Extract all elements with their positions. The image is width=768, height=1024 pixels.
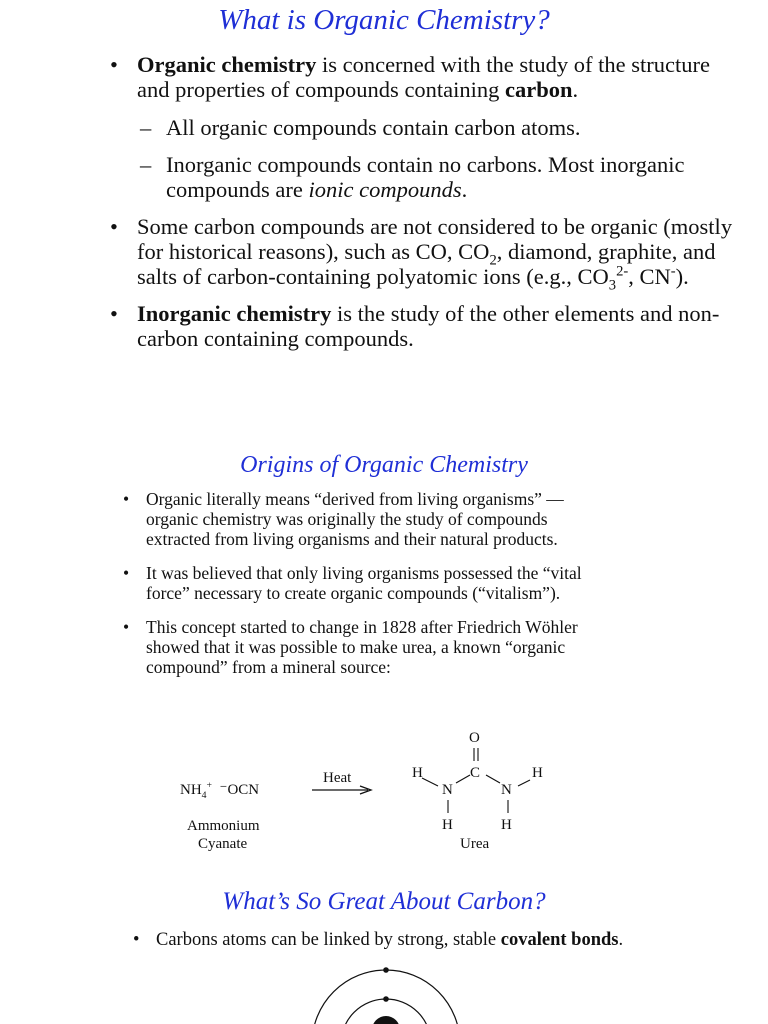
- atom-carbon: C: [470, 765, 481, 781]
- atom-nitrogen: N: [442, 782, 453, 798]
- origins-list: [122, 489, 602, 691]
- list-item-organic-meaning: • Organic literally means “derived from living organisms” — organic chemistry was originally the study of compounds extracted from living organisms and their natural products.: [122, 489, 602, 549]
- arrow-label-heat: Heat: [323, 770, 352, 786]
- atom-hydrogen: H: [442, 817, 453, 833]
- term-inorganic-chemistry: Inorganic chemistry: [137, 301, 332, 326]
- carbon-list: [132, 929, 652, 951]
- reactant-formula: $NH_4^+$ ⁻OCN: [180, 780, 260, 801]
- list-item-carbon-exceptions: • Some carbon compounds are not considered to be organic (mostly for historical reasons), such as CO, $CO_2$, diamond, graphite, and salts of carbon-containing polyatomic ions (e.g., $CO_3^{2-}$, CN-).: [110, 214, 740, 289]
- term-organic-chemistry: Organic chemistry: [137, 52, 317, 77]
- section-title-origins: Origins of Organic Chemistry: [240, 452, 528, 478]
- urea-synthesis-reaction: [160, 730, 580, 860]
- list-item-vitalism: • It was believed that only living organisms possessed the “vital force” necessary to create organic compounds (“vitalism”).: [122, 563, 602, 603]
- organic-chemistry-list: [110, 52, 740, 363]
- term-ionic-compounds: ionic compounds: [308, 177, 462, 202]
- list-item-wohler: • This concept started to change in 1828 after Friedrich Wöhler showed that it was possible to make urea, a known “organic compound” from a mineral source:: [122, 617, 602, 677]
- atom-hydrogen: H: [501, 817, 512, 833]
- list-item-organic-definition: • Organic chemistry is concerned with the study of the structure and properties of compounds containing carbon. – All organic compounds contain carbon atoms. – Inorganic compounds contain no carbons. Most inorganic compounds are ionic compounds.: [110, 52, 740, 202]
- term-carbon: carbon: [505, 77, 573, 102]
- atom-nitrogen: N: [501, 782, 512, 798]
- term-covalent-bonds: covalent bonds: [500, 930, 619, 950]
- list-item-inorganic-definition: • Inorganic chemistry is the study of the other elements and non-carbon containing compounds.: [110, 301, 740, 351]
- section-title-carbon: What’s So Great About Carbon?: [222, 888, 546, 915]
- atom-hydrogen: H: [532, 765, 543, 781]
- product-label-urea: Urea: [460, 836, 490, 852]
- reactant-label-ammonium: Ammonium: [187, 818, 260, 834]
- atom-oxygen: O: [469, 730, 480, 746]
- list-item-covalent-bonds: • Carbons atoms can be linked by strong, stable covalent bonds.: [132, 929, 652, 951]
- reactant-label-cyanate: Cyanate: [198, 836, 248, 852]
- page-title: What is Organic Chemistry?: [218, 4, 550, 36]
- organic-sub-list: [137, 115, 740, 202]
- atom-hydrogen: H: [412, 765, 423, 781]
- sub-item-organic-carbon: – All organic compounds contain carbon atoms.: [137, 115, 740, 140]
- reaction-structure-lines: [160, 730, 580, 860]
- carbon-atom-diagram: [300, 960, 480, 1024]
- sub-item-inorganic: – Inorganic compounds contain no carbons. Most inorganic compounds are ionic compounds.: [137, 152, 740, 202]
